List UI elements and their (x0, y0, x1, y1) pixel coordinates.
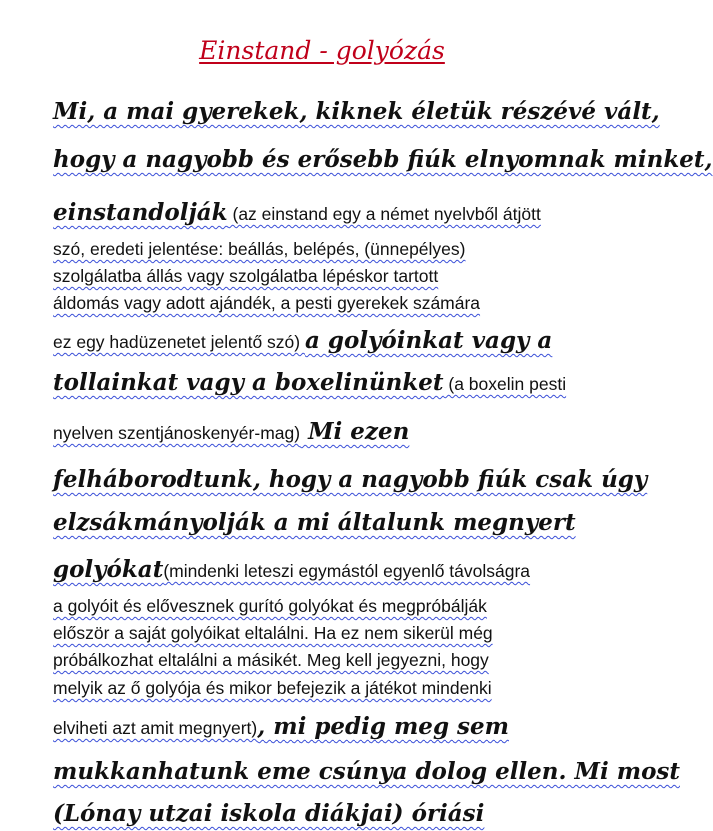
script-text-segment: tollainkat vagy a boxelinünket (53, 369, 444, 396)
script-text-segment: golyókat (53, 556, 164, 583)
text-line (53, 713, 509, 740)
plain-text-segment: elviheti azt amit megnyert) (53, 718, 258, 738)
text-line (53, 758, 680, 785)
text-line (53, 239, 465, 260)
plain-text-segment: a golyóit és elővesznek gurító golyókat és megpróbálják (53, 596, 487, 616)
text-line (53, 266, 438, 287)
script-text-segment: Mi ezen (300, 418, 410, 445)
text-line (53, 146, 713, 173)
plain-text-segment: szó, eredeti jelentése: beállás, belépés, (ünnepélyes) (53, 239, 466, 259)
plain-text-segment: áldomás vagy adott ajándék, a pesti gyerekek számára (53, 293, 481, 313)
plain-text-segment: melyik az ő golyója és mikor befejezik a játékot mindenki (53, 678, 492, 698)
text-line (53, 556, 530, 583)
text-line (53, 293, 480, 314)
script-text-segment: felháborodtunk, hogy a nagyobb fiúk csak úgy (53, 466, 648, 493)
plain-text-segment: (mindenki leteszi egymástól egyenlő távolságra (163, 561, 531, 581)
text-line (53, 369, 566, 396)
script-text-segment: , mi pedig meg sem (257, 713, 509, 740)
text-line (53, 678, 492, 699)
plain-text-segment: (az einstand egy a német nyelvből átjött (227, 204, 541, 224)
script-text-segment: a golyóinkat vagy a (304, 327, 553, 354)
plain-text-segment: ez egy hadüzenetet jelentő szó) (53, 332, 305, 352)
script-text-segment: mukkanhatunk eme csúnya dolog ellen. Mi most (53, 758, 680, 785)
script-text-segment: elzsákmányolják a mi általunk megnyert (53, 509, 576, 536)
text-line (53, 650, 489, 671)
text-line (53, 199, 541, 226)
text-line (53, 509, 576, 536)
plain-text-segment: szolgálatba állás vagy szolgálatba lépéskor tartott (53, 266, 439, 286)
plain-text-segment: (a boxelin pesti (443, 374, 567, 394)
plain-text-segment: próbálkozhat eltalálni a másikét. Meg kell jegyezni, hogy (53, 650, 489, 670)
text-line (53, 596, 487, 617)
script-text-segment: hogy a nagyobb és erősebb fiúk elnyomnak minket, (53, 146, 713, 173)
text-line (53, 327, 552, 354)
document-title: Einstand - golyózás (199, 36, 445, 65)
script-text-segment: (Lónay utzai iskola diákjai) óriási (53, 800, 485, 827)
script-text-segment: Mi, a mai gyerekek, kiknek életük részévé vált, (53, 98, 660, 125)
plain-text-segment: először a saját golyóikat eltalálni. Ha ez nem sikerül még (53, 623, 493, 643)
plain-text-segment: nyelven szentjánoskenyér-mag) (53, 423, 301, 443)
text-line (53, 623, 493, 644)
text-line (53, 98, 660, 125)
text-line (53, 800, 484, 827)
script-text-segment: einstandolják (53, 199, 228, 226)
text-line (53, 418, 409, 445)
text-line (53, 466, 647, 493)
